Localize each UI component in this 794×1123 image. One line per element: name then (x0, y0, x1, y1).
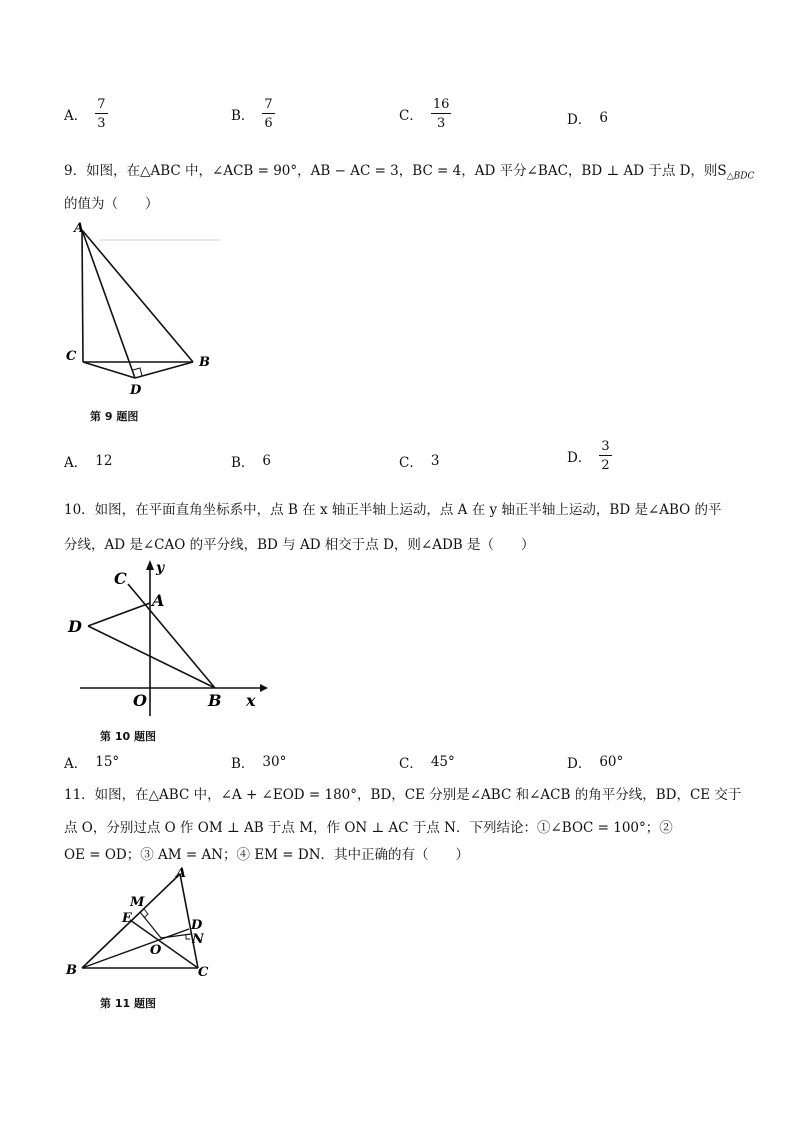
point-label-o: O (133, 691, 147, 710)
denominator: 3 (97, 116, 106, 131)
q10-caption: 第 10 题图 (100, 730, 156, 743)
point-label-d: D (68, 617, 82, 636)
point-label-b: B (199, 355, 210, 370)
option-value: 15° (95, 754, 120, 770)
option-label: D． (567, 756, 592, 772)
y-axis-arrow-icon (146, 560, 154, 570)
option-label: A． (64, 455, 88, 471)
segment-ab (82, 230, 193, 362)
option-value: 12 (95, 453, 113, 469)
x-axis-arrow-icon (260, 684, 268, 692)
q9-option-a[interactable] (64, 451, 112, 471)
option-value: 30° (262, 754, 287, 770)
point-label-a: A (152, 591, 165, 610)
denominator: 3 (436, 116, 446, 131)
axis-label-y: y (156, 560, 165, 576)
option-value: 60° (599, 754, 624, 770)
point-label-c: C (66, 349, 77, 364)
fraction (262, 98, 274, 130)
segment-cd (83, 362, 135, 378)
q9-text: 9．如图，在△ABC 中，∠ACB = 90°，AB − AC = 3，BC = 4，AD 平分∠BAC，BD ⊥ AD 于点 D，则S (64, 163, 727, 179)
option-label: D． (567, 112, 592, 128)
point-label-b: B (66, 963, 77, 978)
q10-stem-line2: 分线，AD 是∠CAO 的平分线，BD 与 AD 相交于点 D，则∠ADB 是（ ） (64, 537, 535, 553)
point-label-c: C (198, 965, 209, 980)
numerator: 3 (601, 439, 610, 454)
point-label-a: A (176, 866, 187, 881)
right-angle-mark-n (186, 935, 190, 939)
option-label: A． (64, 756, 88, 772)
denominator: 2 (601, 458, 610, 473)
q11-stem-line3: OE = OD；③ AM = AN；④ EM = DN．其中正确的有（ ） (64, 847, 470, 863)
option-label: D． (567, 450, 592, 466)
segment-db (135, 362, 193, 378)
q10-option-a[interactable] (64, 752, 119, 772)
q10-option-d[interactable] (567, 752, 623, 772)
option-label: B． (231, 108, 255, 124)
point-label-d: D (191, 918, 203, 933)
numerator: 7 (264, 97, 273, 112)
q9-stem-line1 (64, 161, 754, 187)
point-label-b: B (208, 691, 222, 710)
segment-ac (82, 230, 83, 362)
denominator: 6 (264, 116, 273, 131)
q8-option-a[interactable] (64, 98, 108, 130)
option-value: 6 (262, 453, 272, 469)
point-label-e: E (122, 911, 132, 926)
point-label-a: A (74, 221, 85, 236)
bisector-bd (82, 929, 189, 968)
q8-option-c[interactable] (399, 98, 451, 130)
q8-option-b[interactable] (231, 98, 275, 130)
axis-label-x: x (246, 691, 256, 710)
option-value: 3 (430, 453, 440, 469)
line-cab (128, 584, 215, 688)
point-label-d: D (130, 383, 142, 398)
q9-subscript: △BDC (726, 171, 755, 182)
q9-caption: 第 9 题图 (90, 410, 139, 423)
option-label: A． (64, 108, 88, 124)
q9-option-b[interactable] (231, 451, 271, 471)
option-value: 45° (430, 754, 455, 770)
right-angle-mark-m (144, 909, 148, 918)
option-label: C． (399, 756, 423, 772)
q10-option-c[interactable] (399, 752, 455, 772)
point-label-o: O (150, 943, 162, 958)
q9-stem-line2: 的值为（ ） (64, 196, 159, 212)
point-label-m: M (130, 895, 145, 910)
q9-figure (60, 220, 220, 400)
q8-option-d[interactable] (567, 108, 608, 128)
q11-figure (60, 862, 230, 992)
segment-ad (82, 230, 135, 378)
perpendicular-on (161, 934, 191, 938)
fraction (95, 98, 107, 130)
q10-figure (60, 556, 270, 726)
option-label: C． (399, 455, 423, 471)
point-label-c: C (114, 569, 127, 588)
option-label: B． (231, 455, 255, 471)
point-label-n: N (192, 932, 204, 947)
option-value: 6 (599, 110, 608, 126)
segment-da (88, 603, 150, 626)
q10-stem-line1: 10．如图，在平面直角坐标系中，点 B 在 x 轴正半轴上运动，点 A 在 y 轴正半轴上运动，BD 是∠ABO 的平 (64, 502, 722, 518)
q10-option-b[interactable] (231, 752, 286, 772)
segment-db (88, 626, 215, 688)
q11-stem-line1: 11．如图，在△ABC 中，∠A + ∠EOD = 180°，BD，CE 分别是∠ABC 和∠ACB 的角平分线，BD，CE 交于 (64, 787, 742, 803)
q9-option-d[interactable] (567, 440, 612, 472)
q11-caption: 第 11 题图 (100, 997, 156, 1010)
bisector-ce (130, 920, 198, 968)
numerator: 7 (97, 97, 106, 112)
fraction (599, 440, 611, 472)
option-label: B． (231, 756, 255, 772)
q11-stem-line2: 点 O，分别过点 O 作 OM ⊥ AB 于点 M，作 ON ⊥ AC 于点 N．下列结论：①∠BOC = 100°；② (64, 820, 673, 836)
fraction (431, 98, 452, 130)
numerator: 16 (432, 97, 450, 112)
option-label: C． (399, 108, 423, 124)
q9-option-c[interactable] (399, 451, 439, 471)
